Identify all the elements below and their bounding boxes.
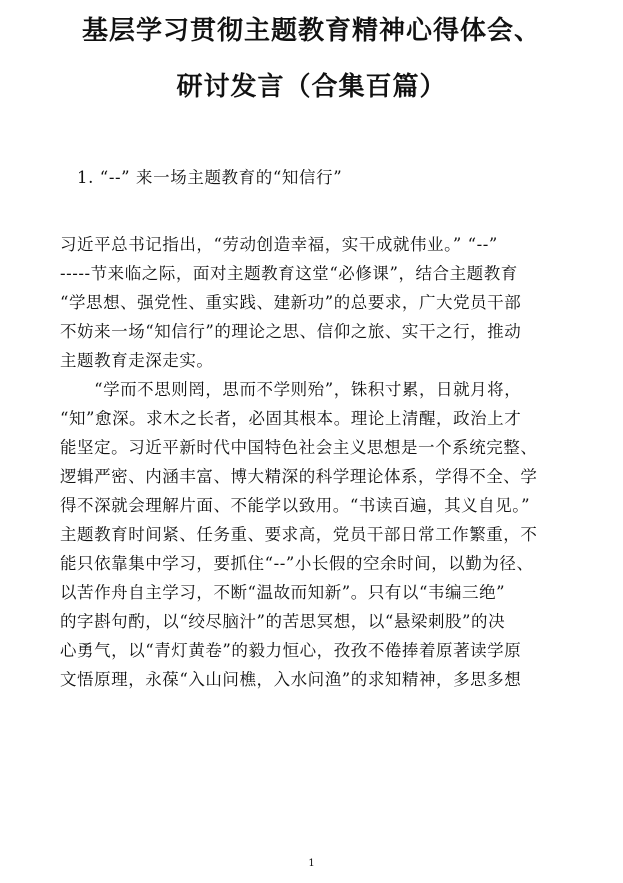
paragraph-line: “学而不思则罔，思而不学则殆”，铢积寸累，日就月将， bbox=[60, 380, 522, 399]
page-number: 1 bbox=[308, 858, 315, 869]
body-text bbox=[60, 230, 600, 694]
paragraph-line: 主题教育时间紧、任务重、要求高，党员干部日常工作繁重，不 bbox=[60, 525, 538, 544]
document-title-line-2: 研讨发言（合集百篇） bbox=[176, 72, 447, 102]
paragraph-line: 习近平总书记指出，“劳动创造幸福，实干成就伟业。” “--” bbox=[60, 235, 498, 254]
paragraph-line: -----节来临之际，面对主题教育这堂“必修课”，结合主题教育 bbox=[60, 264, 518, 283]
paragraph-line: 得不深就会理解片面、不能学以致用。“书读百遍，其义自见。” bbox=[60, 496, 531, 515]
paragraph-line: “知”愈深。求木之长者，必固其根本。理论上清醒，政治上才 bbox=[60, 409, 522, 428]
section-heading: 1. “--” 来一场主题教育的“知信行” bbox=[77, 168, 343, 187]
paragraph-line: 不妨来一场“知信行”的理论之思、信仰之旅、实干之行，推动 bbox=[60, 322, 522, 341]
paragraph-line: 逻辑严密、内涵丰富、博大精深的科学理论体系，学得不全、学 bbox=[60, 467, 538, 486]
paragraph-line: 以苦作舟自主学习，不断“温故而知新”。只有以“韦编三绝” bbox=[60, 583, 506, 602]
paragraph-line: 心勇气，以“青灯黄卷”的毅力恒心，孜孜不倦捧着原著读学原 bbox=[60, 641, 522, 660]
paragraph-line: 主题教育走深走实。 bbox=[60, 351, 214, 370]
paragraph-line: 能坚定。习近平新时代中国特色社会主义思想是一个系统完整、 bbox=[60, 438, 538, 457]
document-title-line-1: 基层学习贯彻主题教育精神心得体会、 bbox=[81, 16, 541, 46]
paragraph-line: “学思想、强党性、重实践、建新功”的总要求，广大党员干部 bbox=[60, 293, 522, 312]
paragraph-line: 能只依靠集中学习，要抓住“--”小长假的空余时间，以勤为径、 bbox=[60, 554, 534, 573]
paragraph-line: 文悟原理，永葆“入山问樵，入水问渔”的求知精神，多思多想 bbox=[60, 670, 522, 689]
paragraph-line: 的字斟句酌，以“绞尽脑汁”的苦思冥想，以“悬梁刺股”的决 bbox=[60, 612, 506, 631]
